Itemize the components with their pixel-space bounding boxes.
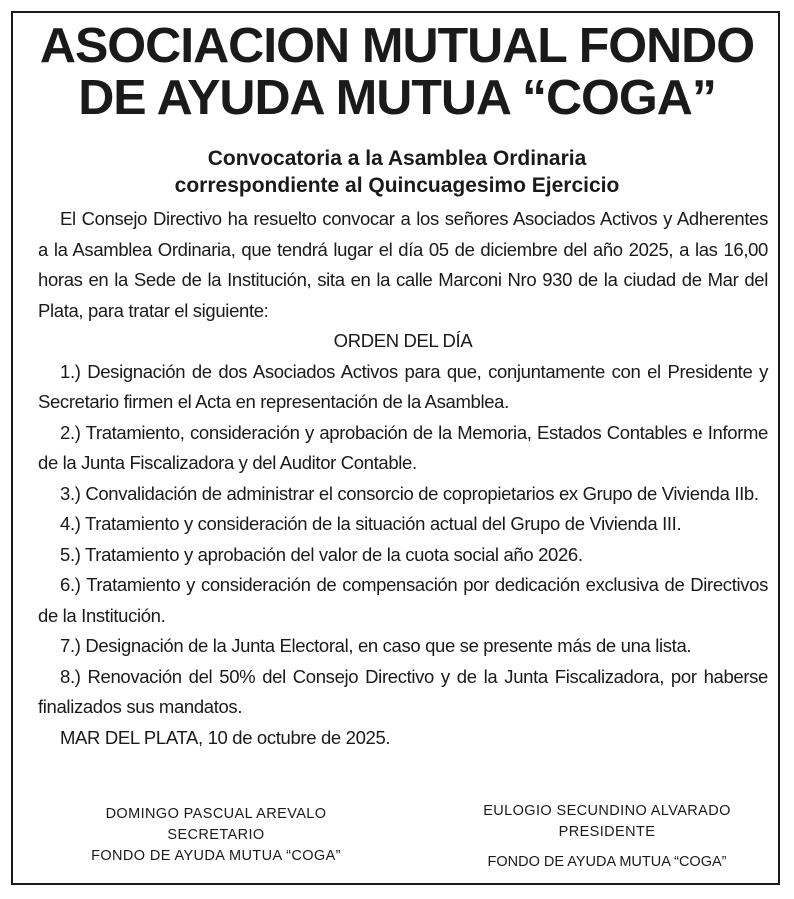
- signer-name: DOMINGO PASCUAL AREVALO: [105, 806, 327, 822]
- title-line-2: DE AYUDA MUTUA “COGA”: [78, 71, 716, 125]
- signer-role: PRESIDENTE: [558, 824, 656, 840]
- agenda-heading: ORDEN DEL DÍA: [333, 330, 473, 351]
- title-line-1: ASOCIACION MUTUAL FONDO: [39, 19, 755, 73]
- organization-title: [0, 20, 794, 124]
- signer-organization: FONDO DE AYUDA MUTUA “COGA”: [91, 848, 341, 864]
- signer-role: SECRETARIO: [167, 827, 265, 843]
- signature-secretary: [38, 804, 394, 867]
- agenda-item: 2.) Tratamiento, consideración y aprobación de la Memoria, Estados Contables e Informe de la Junta Fiscalizadora y del Auditor Contable.: [38, 421, 768, 473]
- agenda-item: 4.) Tratamiento y consideración de la situación actual del Grupo de Vivienda III.: [60, 513, 682, 534]
- notice-subtitle: [0, 145, 794, 199]
- agenda-item: 1.) Designación de dos Asociados Activos para que, conjuntamente con el Presidente y Secretario firmen el Acta en representación de la Asamblea.: [38, 360, 768, 412]
- agenda-item: 7.) Designación de la Junta Electoral, en caso que se presente más de una lista.: [60, 635, 692, 656]
- notice-body: [38, 204, 768, 753]
- subtitle-line-1: Convocatoria a la Asamblea Ordinaria: [207, 147, 587, 170]
- subtitle-line-2: correspondiente al Quincuagesimo Ejercicio: [174, 174, 620, 197]
- signer-name: EULOGIO SECUNDINO ALVARADO: [483, 803, 731, 819]
- signer-organization: FONDO DE AYUDA MUTUA “COGA”: [487, 854, 727, 870]
- intro-paragraph: El Consejo Directivo ha resuelto convocar a los señores Asociados Activos y Adherentes a la Asamblea Ordinaria, que tendrá lugar el día 05 de diciembre del año 2025, a las 16,00 horas en la Sede de la Institución, sita en la calle Marconi Nro 930 de la ciudad de Mar del Plata, para tratar el siguiente:: [38, 208, 768, 321]
- agenda-item: 5.) Tratamiento y aprobación del valor de la cuota social año 2026.: [60, 543, 583, 565]
- agenda-item: 8.) Renovación del 50% del Consejo Directivo y de la Junta Fiscalizadora, por haberse finalizados sus mandatos.: [38, 665, 768, 717]
- agenda-item: 6.) Tratamiento y consideración de compensación por dedicación exclusiva de Directivos de la Institución.: [38, 574, 768, 626]
- place-date: MAR DEL PLATA, 10 de octubre de 2025.: [60, 726, 391, 748]
- signature-president: [430, 801, 784, 873]
- agenda-item: 3.) Convalidación de administrar el consorcio de copropietarios ex Grupo de Vivienda IIb.: [60, 482, 759, 504]
